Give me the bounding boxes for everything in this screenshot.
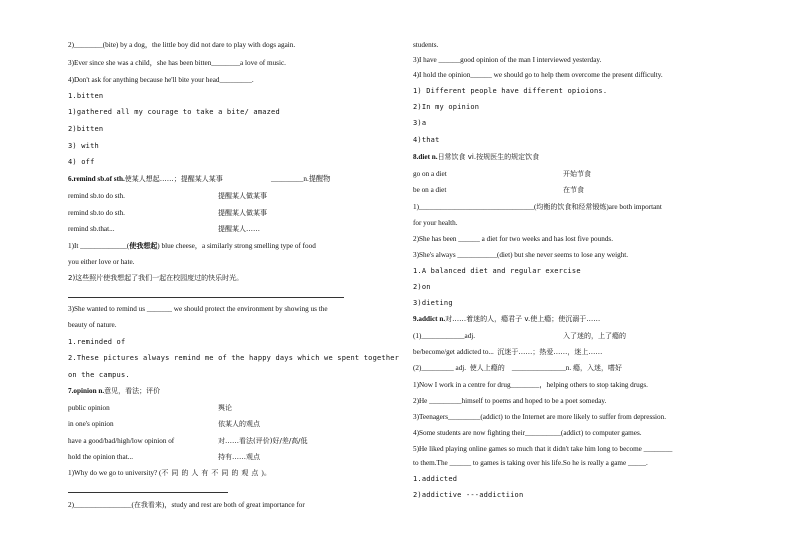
question-line: beauty of nature. — [68, 321, 117, 329]
answer-line: 2)bitten — [68, 125, 104, 133]
phrase-zh: 依某人的观点 — [218, 420, 260, 428]
answer-line: 2)addictive ---addictiion — [413, 491, 524, 499]
heading-term: 7.opinion n. — [68, 387, 105, 395]
phrase-zh: 沉迷于……；热爱……，迷上…… — [497, 348, 603, 356]
question-part: ) blue cheese，a similarly strong smelling type of food — [157, 242, 316, 250]
phrase-zh: 提醒某人做某事 — [218, 192, 267, 200]
heading-term: 9.addict n. — [413, 315, 446, 323]
answer-line: 2)on — [413, 283, 431, 291]
heading-meaning: 意见，看法；评价 — [104, 387, 161, 395]
phrase-line — [413, 348, 602, 356]
question-part: )，study and rest are both of great importance for — [161, 501, 305, 509]
question-part: 1)It _____________( — [68, 242, 130, 250]
heading-term: 6.remind sb.of sth. — [68, 175, 125, 183]
question-line — [68, 469, 271, 477]
section-heading-remind — [68, 175, 223, 183]
answer-rule — [68, 297, 344, 298]
question-part: 2)________________( — [68, 501, 134, 509]
phrase-en: be on a diet — [413, 186, 447, 194]
phrase-en: remind sb.to do sth. — [68, 209, 125, 217]
phrase-en: public opinion — [68, 404, 110, 412]
question-line: 3)She's always ___________(diet) but she never seems to lose any weight. — [413, 251, 629, 259]
section-heading-opinion — [68, 387, 160, 395]
question-part: 1)________________________________( — [413, 203, 537, 211]
answer-line: 4)that — [413, 136, 440, 144]
question-line: you either love or hate. — [68, 258, 135, 266]
question-line: 2)She has been ______ a diet for two weeks and has lost five pounds. — [413, 235, 614, 243]
answer-line: 3) with — [68, 142, 99, 150]
phrase-zh: 提醒某人做某事 — [218, 209, 267, 217]
question-line — [68, 501, 305, 509]
answer-line: 1.addicted — [413, 475, 458, 483]
exercise-line: 4)Don't ask for anything because he'll bite your head_________. — [68, 76, 254, 84]
question-line: 2)He _________himself to poems and hoped to be a poet someday. — [413, 397, 607, 405]
phrase-en: remind sb.to do sth. — [68, 192, 125, 200]
answer-line: on the campus. — [68, 371, 130, 379]
phrase-zh: 瘾，入迷，嗜好 — [572, 364, 622, 372]
answer-line: 1.A balanced diet and regular exercise — [413, 267, 581, 275]
heading-term: 8.diet n. — [413, 153, 438, 161]
question-line: 3)She wanted to remind us _______ we should protect the environment by showing us the — [68, 305, 328, 313]
phrase-en: (1)____________adj. — [413, 332, 476, 340]
question-line: 4)Some students are now fighting their__________(addict) to computer games. — [413, 429, 642, 437]
section-heading-diet — [413, 153, 539, 161]
question-line: 1)Now I work in a centre for drug________，helping others to stop taking drugs. — [413, 381, 648, 389]
heading-meaning: 对……着迷的人，瘾君子 v.使上瘾；使沉溺于…… — [445, 315, 601, 323]
heading-blank: _________n.提醒物 — [271, 175, 331, 183]
section-heading-addict — [413, 315, 600, 323]
question-line: 2)这些照片使我想起了我们一起在校园度过的快乐时光。 — [68, 274, 244, 282]
phrase-en: (2)_________ adj. — [413, 364, 467, 372]
answer-line: 1) Different people have different opioions. — [413, 87, 608, 95]
phrase-zh: 持有……观点 — [218, 453, 260, 461]
phrase-en: go on a diet — [413, 170, 447, 178]
phrase-zh: 在节食 — [563, 186, 584, 194]
phrase-zh: 舆论 — [218, 404, 232, 412]
question-line: for your health. — [413, 219, 458, 227]
heading-meaning: 使某人想起……；提醒某人某事 — [124, 175, 223, 183]
exercise-line: 2)________(bite) by a dog，the little boy did not dare to play with dogs again. — [68, 41, 296, 49]
question-line: 3)Teenagers_________(addict) to the Internet are more likely to suffer from depression. — [413, 413, 667, 421]
phrase-line — [413, 364, 622, 372]
answer-rule — [68, 492, 228, 493]
phrase-zh: 使人上瘾的 — [469, 364, 505, 372]
question-line — [68, 242, 316, 250]
answer-line: 2.These pictures always remind me of the happy days which we spent together — [68, 354, 400, 362]
answer-line: 3)dieting — [413, 299, 453, 307]
question-hint: 在我看来 — [133, 501, 162, 509]
phrase-en: have a good/bad/high/low opinion of — [68, 437, 175, 445]
heading-meaning: 日常饮食 vi.按规医生的规定饮食 — [437, 153, 540, 161]
phrase-zh: 入了迷的，上了瘾的 — [563, 332, 626, 340]
answer-line: 3)a — [413, 119, 427, 127]
answer-line: 1.reminded of — [68, 338, 126, 346]
question-part: )are both important — [606, 203, 662, 211]
question-part: )。 — [261, 469, 272, 477]
question-hint: 不同的人有不同的观点 — [161, 469, 262, 477]
question-line: 4)I hold the opinion______ we should go to help them overcome the present difficulty. — [413, 71, 663, 79]
answer-line: 1)gathered all my courage to take a bite/ amazed — [68, 108, 280, 116]
phrase-en: remind sb.that... — [68, 225, 115, 233]
phrase-en: in one's opinion — [68, 420, 114, 428]
question-line: to them.The ______ to games is taking over his life.So he is really a game _____. — [413, 459, 648, 467]
question-line: students. — [413, 41, 439, 49]
phrase-en: be/become/get addicted to... — [413, 348, 494, 356]
phrase-zh: 提醒某人…… — [218, 225, 260, 233]
question-line — [413, 203, 662, 211]
question-line: 5)He liked playing online games so much that it didn't take him long to become ________ — [413, 445, 673, 453]
phrase-zh: 对……看法(评价)好/差/高/低 — [218, 437, 308, 445]
phrase-en: hold the opinion that... — [68, 453, 134, 461]
question-line: 3)I have ______good opinion of the man I interviewed yesterday. — [413, 56, 602, 64]
answer-line: 2)In my opinion — [413, 103, 480, 111]
answer-line: 1.bitten — [68, 92, 104, 100]
question-hint: 使我想起 — [129, 242, 158, 250]
phrase-en: _______________n. — [511, 364, 572, 372]
answer-line: 4) off — [68, 158, 95, 166]
phrase-zh: 开始节食 — [563, 170, 591, 178]
question-part: 1)Why do we go to university? ( — [68, 469, 162, 477]
exercise-line: 3)Ever since she was a child，she has been bitten________a love of music. — [68, 59, 286, 67]
question-hint: 均衡的饮食和经常锻炼 — [536, 203, 607, 211]
